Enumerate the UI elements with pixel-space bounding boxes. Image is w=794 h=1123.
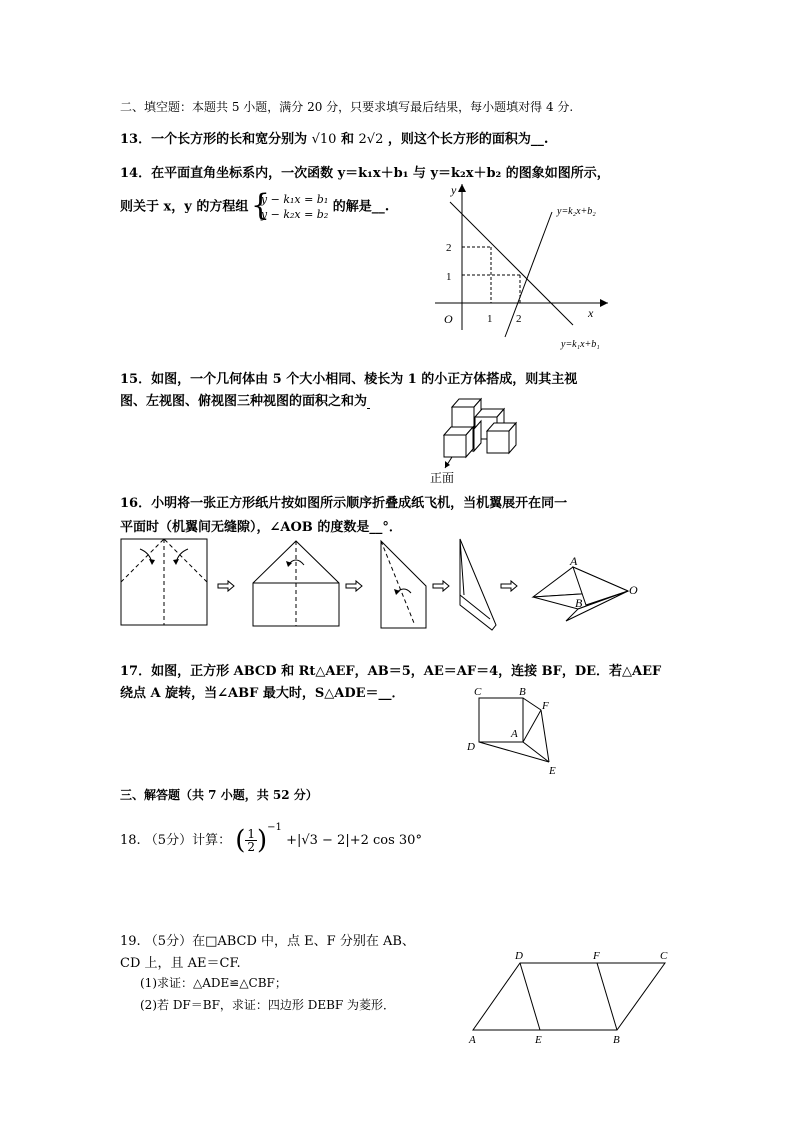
tick-x1: 1 [487, 313, 493, 325]
question-13 [120, 128, 548, 147]
y-axis-arrow-icon [458, 184, 466, 192]
label-A: A [511, 728, 518, 740]
q14-line2 [120, 188, 390, 223]
label-D: D [467, 741, 475, 753]
label-E: E [535, 1034, 542, 1046]
fold-step-4 [460, 539, 496, 630]
label-C: C [474, 686, 482, 698]
q19-part2: (2)若 DF＝BF，求证：四边形 DEBF 为菱形． [140, 998, 396, 1012]
label-C: C [660, 950, 668, 962]
x-axis-label: x [588, 306, 594, 320]
equation-1: y − k₁x = b₁ [260, 193, 329, 206]
equation-system [250, 188, 329, 223]
parallelogram-ABCD [473, 963, 665, 1030]
fold-step-1 [121, 539, 207, 625]
q18-frac-num: 1 [247, 827, 256, 841]
section2-title: 二、填空题：本题共 5 小题，满分 20 分，只要求填写最后结果，每小题填对得 4 分. [120, 100, 574, 114]
label-E: E [549, 765, 556, 777]
step-arrow-icon [218, 581, 234, 591]
origin-label: O [444, 312, 453, 326]
q14-line2-prefix: 则关于 x，y 的方程组 [120, 199, 249, 215]
q18-rest: +|√3 − 2|+2 cos 30° [286, 833, 422, 848]
q16-line1: 16．小明将一张正方形纸片按如图所示顺序折叠成纸飞机，当机翼展开在同一 [120, 496, 568, 511]
q14-graph [430, 180, 630, 355]
tick-x2: 2 [516, 313, 522, 325]
label-D: D [515, 950, 523, 962]
x-axis-arrow-icon [600, 299, 608, 307]
front-label: 正面 [430, 471, 455, 485]
brace-icon: { [250, 188, 270, 223]
q15-line2 [120, 390, 370, 409]
equation-2: y − k₂x = b₂ [260, 208, 329, 221]
q18-fraction [245, 828, 257, 853]
point-B-label: B [575, 596, 583, 610]
q17-figure [463, 682, 573, 777]
q19-line1: 19. （5分）在□ABCD 中，点 E、F 分别在 AB、 [120, 934, 415, 949]
segment-FB [597, 963, 617, 1030]
q18-prefix: 18. （5分）计算： [120, 833, 232, 848]
q19-part1: (1)求证：△ADE≌△CBF； [140, 976, 287, 990]
q16-folding-figure [118, 535, 648, 635]
cube-top-front [452, 407, 474, 429]
label-B: B [519, 686, 526, 698]
q19-line2: CD 上，且 AE＝CF. [120, 956, 241, 971]
q19-parallelogram-figure [465, 945, 680, 1050]
line-k1 [450, 202, 573, 325]
q13-value-2: 2√2 [358, 132, 384, 147]
q13-and: 和 [340, 132, 354, 147]
q13-prefix: 13．一个长方形的长和宽分别为 [120, 132, 308, 147]
point-O-label: O [629, 583, 638, 597]
point-A-label: A [570, 554, 578, 568]
q18-frac-den: 2 [247, 840, 256, 854]
y-axis-label: y [451, 183, 457, 197]
label-A: A [469, 1034, 476, 1046]
line-k2-label: y=k₂x+b₂ [557, 206, 596, 217]
label-F: F [593, 950, 600, 962]
tick-y1: 1 [446, 271, 452, 283]
q17-line1: 17．如图，正方形 ABCD 和 Rt△AEF，AB＝5，AE＝AF＝4，连接 BF，DE．若△AEF [120, 664, 662, 679]
q14-line2-suffix: 的解是__. [332, 199, 390, 215]
q15-line2-text: 图、左视图、俯视图三种视图的面积之和为 [120, 394, 368, 409]
tick-y2: 2 [446, 242, 452, 254]
q13-suffix: ，则这个长方形的面积为__. [387, 132, 549, 147]
q15-cubes-figure [430, 390, 530, 485]
section3-title: 三、解答题（共 7 小题，共 52 分） [120, 788, 318, 802]
fold-step-5 [533, 554, 638, 621]
q18-exponent: −1 [267, 822, 282, 833]
q13-value-1: √10 [311, 132, 337, 147]
fold-step-2 [253, 541, 339, 626]
label-F: F [542, 700, 549, 712]
q17-line2: 绕点 A 旋转，当∠ABF 最大时，S△ADE＝__． [120, 686, 405, 701]
q16-line2: 平面时（机翼间无缝隙），∠AOB 的度数是__°． [120, 520, 402, 535]
segment-DE [520, 963, 540, 1030]
fold-step-3 [381, 541, 426, 628]
label-B: B [613, 1034, 620, 1046]
q15-line1: 15．如图，一个几何体由 5 个大小相同、棱长为 1 的小正方体搭成，则其主视 [120, 372, 578, 387]
line-k1-label: y=k₁x+b₁ [561, 339, 600, 350]
question-18: 18. （5分）计算： ( $\frac{1}{2}$ )$^{-1}$ +|√3 − 2|+2 cos 30° [120, 822, 422, 856]
q14-line1: 14．在平面直角坐标系内，一次函数 y＝k₁x＋b₁ 与 y＝k₂x＋b₂ 的图象如图所示， [120, 166, 610, 181]
